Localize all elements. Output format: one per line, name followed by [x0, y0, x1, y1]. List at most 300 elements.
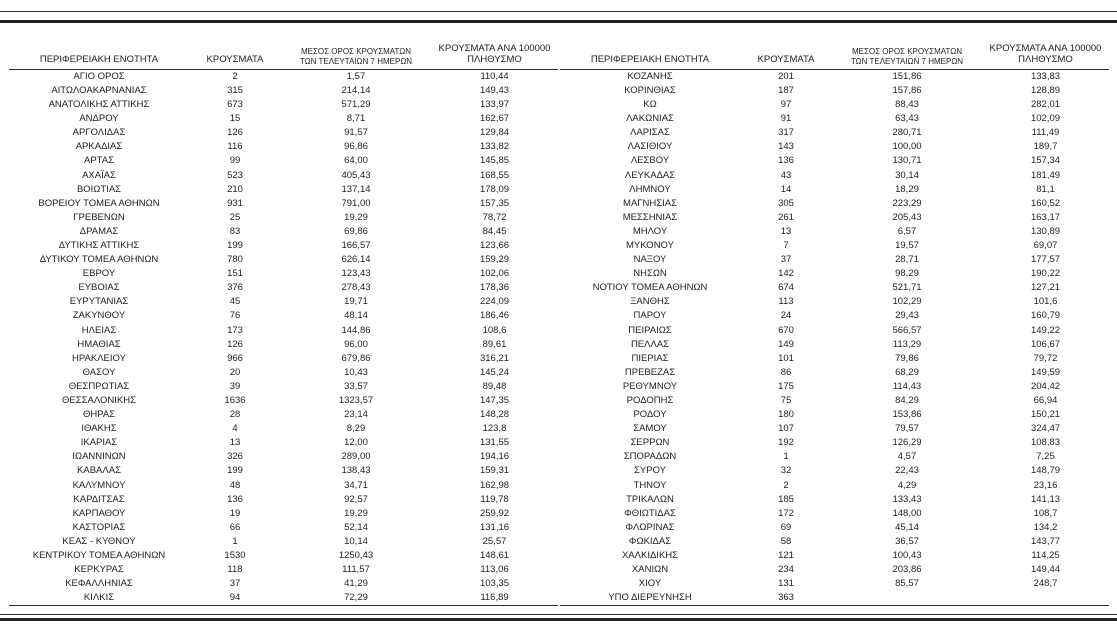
- cases-per-100k: 159,29: [479, 254, 510, 266]
- cases-count: 99: [229, 155, 241, 167]
- column-header-per-100k-line2: ΠΛΗΘΥΣΜΟ: [1018, 53, 1073, 65]
- table-row: [9, 563, 558, 577]
- region-name: ΜΗΛΟΥ: [632, 225, 668, 237]
- cases-count: 187: [778, 84, 794, 96]
- table-row: [9, 394, 558, 408]
- table-row: [9, 324, 558, 338]
- top-divider: [0, 0, 1117, 23]
- region-name: ΕΒΡΟΥ: [82, 268, 116, 280]
- cases-per-100k: 25,57: [482, 535, 507, 547]
- cases-per-100k: 134,2: [1033, 521, 1058, 533]
- cases-per-100k: 69,07: [1033, 239, 1058, 251]
- column-header-avg-7day-line2: ΤΩΝ ΤΕΛΕΥΤΑΙΩΝ 7 ΗΜΕΡΩΝ: [850, 56, 964, 66]
- cases-per-100k: 148,79: [1030, 465, 1061, 477]
- region-name: ΡΟΔΟΥ: [633, 409, 667, 421]
- table-row: [9, 408, 558, 422]
- cases-per-100k: 324,47: [1030, 423, 1061, 435]
- cases-per-100k: 123,66: [479, 239, 510, 251]
- table-row: [560, 507, 1109, 521]
- cases-count: 69: [780, 521, 792, 533]
- avg-7day-cases: 1323,57: [338, 395, 374, 406]
- cases-per-100k: 89,61: [482, 338, 507, 350]
- cases-per-100k: 119,78: [480, 493, 509, 505]
- cases-count: 966: [227, 352, 243, 364]
- avg-7day-cases: 148,00: [892, 507, 922, 519]
- table-row: [560, 338, 1109, 352]
- cases-count: 2: [783, 479, 789, 491]
- table-row: [560, 112, 1109, 126]
- cases-count: 151: [227, 268, 243, 280]
- avg-7day-cases: 151,86: [892, 70, 922, 82]
- avg-7day-cases: 63,43: [895, 113, 919, 125]
- table-row: [9, 450, 558, 464]
- cases-count: 931: [227, 197, 243, 209]
- avg-7day-cases: 30,14: [895, 169, 919, 181]
- cases-per-100k: 141,13: [1030, 493, 1061, 505]
- cases-per-100k: 148,61: [479, 550, 510, 562]
- region-name: ΦΘΙΩΤΙΔΑΣ: [624, 507, 676, 519]
- table-row: [9, 225, 558, 239]
- table-row: [9, 493, 558, 507]
- avg-7day-cases: 626,14: [341, 254, 371, 266]
- region-name: ΛΕΣΒΟΥ: [630, 155, 670, 167]
- table-row: [9, 211, 558, 225]
- cases-per-100k: 66,94: [1033, 395, 1058, 406]
- table-row: [9, 126, 558, 140]
- table-row: [560, 183, 1109, 197]
- region-name: ΝΑΞΟΥ: [633, 254, 667, 266]
- region-name: ΣΥΡΟΥ: [634, 465, 666, 477]
- region-name: ΗΛΕΙΑΣ: [81, 324, 117, 336]
- cases-count: 24: [780, 310, 792, 322]
- table-row: [560, 366, 1109, 380]
- table-row: [560, 309, 1109, 323]
- table-row: [560, 464, 1109, 478]
- region-name: ΑΧΑΪΑΣ: [82, 169, 116, 181]
- region-name: ΧΙΟΥ: [638, 578, 662, 590]
- cases-count: 1: [232, 535, 238, 547]
- cases-count: 1636: [224, 395, 246, 406]
- avg-7day-cases: 521,71: [892, 282, 922, 294]
- cases-per-100k: 224,09: [479, 296, 510, 308]
- column-header-cases: ΚΡΟΥΣΜΑΤΑ: [189, 44, 281, 69]
- cases-count: 326: [227, 451, 243, 463]
- region-name: ΠΕΛΛΑΣ: [630, 338, 670, 350]
- cases-count: 199: [227, 465, 243, 477]
- table-row: [9, 267, 558, 281]
- avg-7day-cases: 138,43: [341, 465, 371, 477]
- avg-7day-cases: 113,29: [892, 338, 922, 350]
- avg-7day-cases: 12,00: [344, 437, 368, 449]
- cases-count: 43: [780, 169, 792, 181]
- cases-count: 210: [227, 183, 243, 195]
- cases-count: 199: [227, 239, 243, 251]
- cases-per-100k: 149,44: [1030, 564, 1061, 576]
- cases-per-100k: 106,67: [1030, 338, 1061, 350]
- bottom-divider: [0, 614, 1117, 621]
- avg-7day-cases: 100,43: [892, 550, 922, 562]
- region-name: ΣΕΡΡΩΝ: [630, 437, 670, 449]
- table-row: [560, 69, 1109, 84]
- region-name: ΙΘΑΚΗΣ: [81, 423, 117, 435]
- region-name: ΣΑΜΟΥ: [633, 423, 667, 435]
- cases-count: 363: [778, 592, 794, 604]
- cases-per-100k: 128,89: [1030, 84, 1061, 96]
- cases-per-100k: 150,21: [1030, 409, 1061, 421]
- avg-7day-cases: 79,57: [895, 423, 919, 435]
- region-name: ΘΕΣΣΑΛΟΝΙΚΗΣ: [62, 395, 136, 406]
- avg-7day-cases: 144,86: [341, 324, 371, 336]
- cases-per-100k: 145,85: [479, 155, 510, 167]
- region-name: ΚΕΑΣ - ΚΥΘΝΟΥ: [62, 535, 136, 547]
- region-name: ΔΡΑΜΑΣ: [79, 225, 119, 237]
- cases-count: 523: [227, 169, 243, 181]
- cases-count: 2: [232, 70, 238, 82]
- region-name: ΚΟΖΑΝΗΣ: [627, 70, 673, 82]
- avg-7day-cases: 19,29: [344, 211, 368, 223]
- cases-count: 121: [778, 550, 794, 562]
- region-name: ΒΟΙΩΤΙΑΣ: [76, 183, 122, 195]
- cases-count: 48: [229, 479, 241, 491]
- avg-7day-cases: 29,43: [895, 310, 919, 322]
- cases-per-100k: 149,22: [1030, 324, 1061, 336]
- region-name: ΑΝΔΡΟΥ: [79, 113, 119, 125]
- cases-per-100k: 178,09: [479, 183, 510, 195]
- region-name: ΤΗΝΟΥ: [633, 479, 667, 491]
- cases-per-100k: 204,42: [1030, 380, 1061, 392]
- avg-7day-cases: 214,14: [341, 84, 371, 96]
- avg-7day-cases: 28,71: [895, 254, 919, 266]
- region-name: ΝΟΤΙΟΥ ΤΟΜΕΑ ΑΘΗΝΩΝ: [592, 282, 708, 294]
- table-row: [560, 267, 1109, 281]
- cases-count: 25: [229, 211, 241, 223]
- table-row: [9, 507, 558, 521]
- cases-count: 86: [780, 366, 792, 378]
- cases-per-100k: 149,59: [1030, 366, 1061, 378]
- region-name: ΞΑΝΘΗΣ: [630, 296, 670, 308]
- cases-per-100k: 143,77: [1030, 535, 1061, 547]
- cases-count: 126: [227, 338, 243, 350]
- region-name: ΚΟΡΙΝΘΙΑΣ: [624, 84, 676, 96]
- cases-count: 136: [778, 155, 794, 167]
- cases-count: 175: [778, 380, 794, 392]
- region-name: ΚΕΦΑΛΛΗΝΙΑΣ: [65, 578, 133, 590]
- region-name: ΛΑΡΙΣΑΣ: [630, 127, 670, 139]
- table-row: [560, 324, 1109, 338]
- avg-7day-cases: 289,00: [341, 451, 371, 463]
- avg-7day-cases: 566,57: [892, 324, 922, 336]
- cases-per-100k: 157,35: [479, 197, 510, 209]
- cases-count: 107: [778, 423, 794, 435]
- cases-per-100k: 23,16: [1033, 479, 1058, 491]
- cases-per-100k: 116,89: [480, 592, 509, 604]
- cases-count: 19: [229, 507, 241, 519]
- avg-7day-cases: 36,57: [895, 535, 919, 547]
- region-name: ΜΕΣΣΗΝΙΑΣ: [622, 211, 678, 223]
- cases-count: 13: [229, 437, 241, 449]
- avg-7day-cases: 405,43: [341, 169, 371, 181]
- region-name: ΕΥΡΥΤΑΝΙΑΣ: [69, 296, 129, 308]
- cases-per-100k: 316,21: [479, 352, 510, 364]
- region-name: ΡΟΔΟΠΗΣ: [626, 395, 674, 406]
- cases-count: 4: [232, 423, 238, 435]
- cases-count: 7: [783, 239, 789, 251]
- avg-7day-cases: 166,57: [341, 239, 371, 251]
- cases-per-100k: 159,31: [479, 465, 510, 477]
- cases-per-100k: 84,45: [482, 225, 507, 237]
- avg-7day-cases: 1,57: [346, 70, 366, 82]
- top-divider-thin-line: [0, 11, 1117, 12]
- cases-per-100k: 148,28: [479, 409, 510, 421]
- region-name: ΚΑΒΑΛΑΣ: [77, 465, 121, 477]
- cases-table-left: [9, 44, 558, 606]
- cases-per-100k: 123,8: [482, 423, 507, 435]
- table-row: [9, 281, 558, 295]
- avg-7day-cases: 571,29: [341, 99, 371, 111]
- column-header-cases: ΚΡΟΥΣΜΑΤΑ: [740, 44, 832, 69]
- cases-count: 670: [778, 324, 794, 336]
- region-name: ΘΕΣΠΡΩΤΙΑΣ: [68, 380, 130, 392]
- region-name: ΑΡΓΟΛΙΔΑΣ: [72, 127, 126, 139]
- region-name: ΑΡΤΑΣ: [84, 155, 114, 167]
- avg-7day-cases: 205,43: [892, 211, 922, 223]
- region-name: ΠΕΙΡΑΙΩΣ: [628, 324, 672, 336]
- table-row: [560, 549, 1109, 563]
- avg-7day-cases: 8,71: [346, 113, 366, 125]
- table-row: [9, 84, 558, 98]
- cases-count: 201: [778, 70, 794, 82]
- cases-count: 58: [780, 535, 792, 547]
- table-row: [560, 211, 1109, 225]
- table-row: [560, 352, 1109, 366]
- avg-7day-cases: 100,00: [892, 141, 922, 153]
- region-name: ΚΕΝΤΡΙΚΟΥ ΤΟΜΕΑ ΑΘΗΝΩΝ: [32, 550, 166, 562]
- table-row: [560, 84, 1109, 98]
- table-body-left: [9, 69, 558, 606]
- avg-7day-cases: 96,00: [344, 338, 368, 350]
- table-row: [9, 169, 558, 183]
- table-row: [560, 126, 1109, 140]
- cases-count: 91: [780, 113, 792, 125]
- table-body-right: [560, 69, 1109, 606]
- region-name: ΓΡΕΒΕΝΩΝ: [73, 211, 125, 223]
- cases-per-100k: 186,46: [479, 310, 510, 322]
- table-row: [560, 535, 1109, 549]
- table-row: [9, 69, 558, 84]
- column-header-per-100k-line1: ΚΡΟΥΣΜΑΤΑ ΑΝΑ 100000: [989, 44, 1102, 54]
- region-name: ΑΓΙΟ ΟΡΟΣ: [73, 70, 125, 82]
- table-row: [560, 380, 1109, 394]
- cases-per-100k: 145,24: [479, 366, 510, 378]
- region-name: ΙΩΑΝΝΙΝΩΝ: [72, 451, 126, 463]
- cases-count: 172: [778, 507, 794, 519]
- avg-7day-cases: 791,00: [341, 197, 371, 209]
- cases-per-100k: 103,35: [479, 578, 510, 590]
- cases-count: 1: [783, 451, 789, 463]
- cases-per-100k: 282,01: [1030, 99, 1061, 111]
- avg-7day-cases: 68,29: [895, 366, 919, 378]
- table-row: [560, 394, 1109, 408]
- region-name: ΒΟΡΕΙΟΥ ΤΟΜΕΑ ΑΘΗΝΩΝ: [38, 197, 160, 209]
- cases-count: 32: [780, 465, 792, 477]
- cases-per-100k: 163,17: [1030, 211, 1061, 223]
- cases-per-100k: 133,82: [479, 141, 510, 153]
- table-row: [9, 479, 558, 493]
- table-row: [560, 436, 1109, 450]
- region-name: ΑΡΚΑΔΙΑΣ: [75, 141, 123, 153]
- cases-count: 192: [778, 437, 794, 449]
- avg-7day-cases: 23,14: [344, 409, 368, 421]
- avg-7day-cases: 8,29: [346, 423, 366, 435]
- table-row: [9, 535, 558, 549]
- region-name: ΚΙΛΚΙΣ: [83, 592, 115, 604]
- table-row: [560, 521, 1109, 535]
- table-row: [560, 169, 1109, 183]
- cases-count: 180: [778, 409, 794, 421]
- cases-per-100k: 157,34: [1030, 155, 1061, 167]
- table-row: [560, 225, 1109, 239]
- region-name: ΘΑΣΟΥ: [82, 366, 116, 378]
- avg-7day-cases: 98,29: [895, 268, 919, 280]
- cases-count: 261: [778, 211, 794, 223]
- table-row: [560, 281, 1109, 295]
- avg-7day-cases: 137,14: [341, 183, 371, 195]
- column-header-region: ΠΕΡΙΦΕΡΕΙΑΚΗ ΕΝΟΤΗΤΑ: [560, 44, 740, 69]
- region-name: ΖΑΚΥΝΘΟΥ: [72, 310, 126, 322]
- cases-per-100k: 113,06: [480, 564, 509, 576]
- column-header-avg-7day-line2: ΤΩΝ ΤΕΛΕΥΤΑΙΩΝ 7 ΗΜΕΡΩΝ: [299, 56, 413, 66]
- avg-7day-cases: 4,29: [897, 479, 917, 491]
- cases-per-100k: 133,83: [1030, 70, 1061, 82]
- region-name: ΠΡΕΒΕΖΑΣ: [624, 366, 676, 378]
- table-row: [9, 98, 558, 112]
- table-row: [9, 521, 558, 535]
- region-name: ΠΑΡΟΥ: [633, 310, 667, 322]
- bottom-divider-thin-line: [0, 614, 1117, 615]
- cases-per-100k: 102,09: [1030, 113, 1061, 125]
- column-header-avg-7day-line1: ΜΕΣΟΣ ΟΡΟΣ ΚΡΟΥΣΜΑΤΩΝ: [851, 47, 963, 57]
- cases-count: 142: [778, 268, 794, 280]
- table-row: [560, 197, 1109, 211]
- cases-count: 28: [229, 409, 241, 421]
- table-row: [560, 253, 1109, 267]
- region-name: ΧΑΛΚΙΔΙΚΗΣ: [621, 550, 679, 562]
- cases-count: 173: [227, 324, 243, 336]
- avg-7day-cases: 6,57: [897, 225, 917, 237]
- cases-per-100k: 130,89: [1030, 225, 1061, 237]
- bottom-divider-thick-line: [0, 618, 1117, 621]
- region-name: ΛΗΜΝΟΥ: [629, 183, 671, 195]
- column-header-per-100k-line1: ΚΡΟΥΣΜΑΤΑ ΑΝΑ 100000: [438, 44, 551, 54]
- region-name: ΗΜΑΘΙΑΣ: [77, 338, 121, 350]
- cases-count: 66: [229, 521, 241, 533]
- table-row: [9, 154, 558, 168]
- avg-7day-cases: 91,57: [344, 127, 368, 139]
- cases-per-100k: 129,84: [479, 127, 510, 139]
- cases-per-100k: 7,25: [1036, 451, 1055, 463]
- cases-per-100k: 108,6: [482, 324, 507, 336]
- cases-per-100k: 133,97: [479, 99, 510, 111]
- region-name: ΡΕΘΥΜΝΟΥ: [622, 380, 678, 392]
- table-row: [560, 154, 1109, 168]
- cases-per-100k: 168,55: [479, 169, 510, 181]
- cases-count: 113: [778, 296, 794, 308]
- cases-count: 20: [229, 366, 241, 378]
- avg-7day-cases: 41,29: [344, 578, 368, 590]
- region-name: ΤΡΙΚΑΛΩΝ: [626, 493, 674, 505]
- avg-7day-cases: 280,71: [892, 127, 922, 139]
- column-header-per-100k-line2: ΠΛΗΘΥΣΜΟ: [467, 53, 522, 65]
- cases-per-100k: 181,49: [1030, 169, 1061, 181]
- cases-count: 75: [780, 395, 792, 406]
- region-name: ΔΥΤΙΚΟΥ ΤΟΜΕΑ ΑΘΗΝΩΝ: [39, 254, 159, 266]
- avg-7day-cases: 133,43: [892, 493, 922, 505]
- cases-per-100k: 248,7: [1033, 578, 1058, 590]
- avg-7day-cases: 72,29: [344, 592, 368, 604]
- table-row: [9, 422, 558, 436]
- cases-table-right: [560, 44, 1109, 606]
- column-header-per-100k: [982, 44, 1109, 69]
- avg-7day-cases: 18,29: [895, 183, 919, 195]
- column-header-region: ΠΕΡΙΦΕΡΕΙΑΚΗ ΕΝΟΤΗΤΑ: [9, 44, 189, 69]
- cases-count: 45: [229, 296, 241, 308]
- avg-7day-cases: 19,57: [895, 239, 919, 251]
- avg-7day-cases: 79,86: [895, 352, 919, 364]
- cases-count: 315: [227, 84, 243, 96]
- cases-per-100k: 194,16: [479, 451, 510, 463]
- column-header-per-100k: [431, 44, 558, 69]
- cases-count: 305: [778, 197, 794, 209]
- table-row: [560, 591, 1109, 606]
- table-row: [9, 549, 558, 563]
- table-row: [9, 352, 558, 366]
- region-name: ΚΑΣΤΟΡΙΑΣ: [72, 521, 126, 533]
- region-name: ΜΑΓΝΗΣΙΑΣ: [623, 197, 677, 209]
- cases-count: 136: [227, 493, 243, 505]
- table-row: [560, 563, 1109, 577]
- table-row: [560, 408, 1109, 422]
- cases-per-100k: 101,6: [1033, 296, 1058, 308]
- region-name: ΚΑΛΥΜΝΟΥ: [72, 479, 126, 491]
- avg-7day-cases: 10,14: [344, 535, 368, 547]
- avg-7day-cases: 52,14: [344, 521, 368, 533]
- avg-7day-cases: 33,57: [344, 380, 368, 392]
- table-row: [560, 295, 1109, 309]
- avg-7day-cases: 19,29: [344, 507, 368, 519]
- cases-per-100k: 149,43: [479, 84, 510, 96]
- region-name: ΔΥΤΙΚΗΣ ΑΤΤΙΚΗΣ: [58, 239, 140, 251]
- table-row: [9, 239, 558, 253]
- table-row: [560, 577, 1109, 591]
- avg-7day-cases: 153,86: [892, 409, 922, 421]
- table-row: [560, 493, 1109, 507]
- table-row: [9, 140, 558, 154]
- column-header-avg-7day-line1: ΜΕΣΟΣ ΟΡΟΣ ΚΡΟΥΣΜΑΤΩΝ: [300, 47, 412, 57]
- table-row: [560, 422, 1109, 436]
- region-name: ΜΥΚΟΝΟΥ: [626, 239, 674, 251]
- avg-7day-cases: 679,86: [341, 352, 371, 364]
- avg-7day-cases: 4,57: [897, 451, 917, 463]
- cases-per-100k: 189,7: [1033, 141, 1058, 153]
- region-name: ΑΝΑΤΟΛΙΚΗΣ ΑΤΤΙΚΗΣ: [48, 99, 150, 111]
- cases-per-100k: 259,92: [479, 507, 510, 519]
- avg-7day-cases: 203,86: [892, 564, 922, 576]
- column-header-avg-7day: [281, 44, 431, 69]
- top-divider-thick-line: [0, 20, 1117, 23]
- cases-count: 15: [229, 113, 241, 125]
- cases-per-100k: 114,25: [1031, 550, 1060, 562]
- cases-count: 101: [778, 352, 794, 364]
